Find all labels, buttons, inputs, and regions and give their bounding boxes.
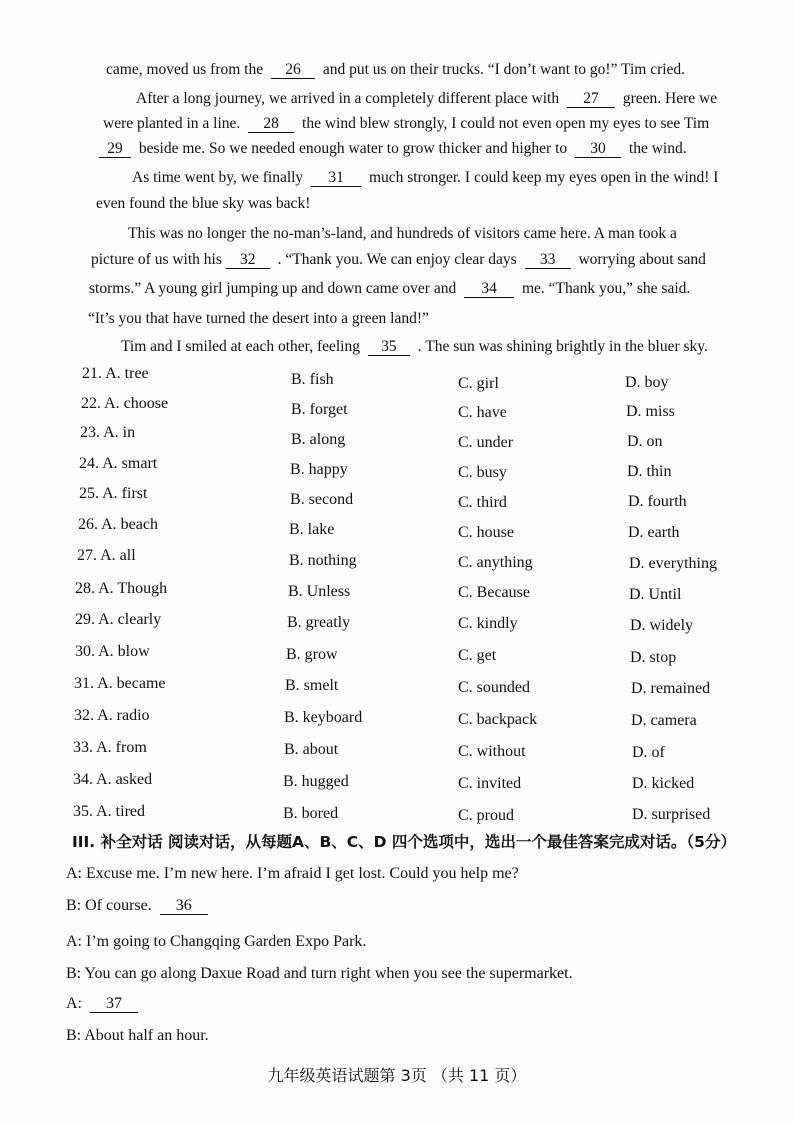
option-a: 23. A. in: [80, 424, 136, 441]
passage-text: As time went by, we finally: [132, 169, 304, 186]
blank-28: 28: [248, 116, 294, 133]
option-d: D. Until: [629, 586, 682, 603]
option-c: C. proud: [458, 807, 514, 824]
passage-text: beside me. So we needed enough water to grow thicker and higher to: [138, 140, 568, 157]
option-b: B. hugged: [283, 773, 349, 790]
passage-text: even found the blue sky was back!: [96, 195, 311, 212]
passage-text: . The sun was shining brightly in the bluer sky.: [417, 338, 708, 355]
blank-34: 34: [464, 281, 514, 298]
option-a: 32. A. radio: [74, 707, 150, 724]
option-b: B. lake: [289, 521, 335, 538]
option-b: B. about: [284, 741, 339, 758]
option-a: 34. A. asked: [73, 771, 153, 788]
passage-text: worrying about sand: [578, 251, 706, 268]
passage-line-2: [136, 89, 717, 109]
option-d: D. kicked: [632, 775, 695, 792]
dialogue-text: B: Of course.: [66, 897, 152, 914]
option-b: B. Unless: [288, 583, 351, 600]
option-d: D. boy: [625, 374, 669, 391]
passage-line-4: [99, 139, 687, 159]
option-a: 22. A. choose: [81, 395, 169, 412]
passage-text: picture of us with his: [91, 251, 222, 268]
option-c: C. busy: [458, 464, 507, 481]
option-b: B. forget: [291, 401, 348, 418]
option-b: B. greatly: [287, 614, 351, 631]
dialogue-text: B: You can go along Daxue Road and turn right when you see the supermarket.: [66, 965, 573, 982]
option-b: B. keyboard: [284, 709, 363, 726]
option-b: B. nothing: [289, 552, 357, 569]
dialogue-line-1: [66, 864, 519, 884]
option-a: 31. A. became: [74, 675, 166, 692]
option-d: D. earth: [628, 524, 680, 541]
passage-text: came, moved us from the: [106, 61, 264, 78]
passage-line-11: [121, 337, 708, 357]
dialogue-line-5: [66, 994, 142, 1014]
passage-text: much stronger. I could keep my eyes open in the wind! I: [368, 169, 719, 186]
passage-text: were planted in a line.: [103, 115, 241, 132]
option-d: D. on: [627, 433, 663, 450]
dialogue-text: A: I’m going to Changqing Garden Expo Park.: [66, 933, 367, 950]
passage-text: storms.” A young girl jumping up and down came over and: [89, 280, 457, 297]
passage-line-3: [103, 114, 709, 134]
passage-text: the wind blew strongly, I could not even open my eyes to see Tim: [302, 115, 710, 132]
option-c: C. backpack: [458, 711, 538, 728]
passage-line-5: [132, 168, 718, 188]
dialogue-text: A: Excuse me. I’m new here. I’m afraid I get lost. Could you help me?: [66, 865, 519, 882]
option-a: 27. A. all: [77, 547, 136, 564]
option-b: B. along: [291, 431, 346, 448]
option-b: B. bored: [283, 805, 339, 822]
option-b: B. second: [290, 491, 354, 508]
option-b: B. grow: [286, 646, 338, 663]
option-d: D. remained: [631, 680, 711, 697]
option-a: 29. A. clearly: [75, 611, 162, 628]
passage-text: “It’s you that have turned the desert into a green land!”: [88, 310, 429, 327]
blank-36: 36: [160, 898, 208, 915]
passage-text: me. “Thank you,” she said.: [521, 280, 691, 297]
blank-31: 31: [311, 170, 361, 187]
option-a: 28. A. Though: [75, 580, 168, 597]
option-d: D. camera: [631, 712, 697, 729]
option-d: D. fourth: [628, 493, 687, 510]
blank-27: 27: [567, 91, 615, 108]
dialogue-line-6: [66, 1026, 209, 1046]
blank-29: 29: [99, 141, 131, 158]
passage-text: After a long journey, we arrived in a completely different place with: [136, 90, 560, 107]
dialogue-line-2: [66, 896, 212, 916]
option-c: C. have: [458, 404, 507, 421]
option-b: B. happy: [290, 461, 348, 478]
option-d: D. widely: [630, 617, 694, 634]
option-c: C. invited: [458, 775, 522, 792]
blank-33: 33: [525, 252, 571, 269]
option-c: C. under: [458, 434, 514, 451]
dialogue-line-3: [66, 932, 366, 952]
option-d: D. surprised: [632, 806, 711, 823]
dialogue-text: A:: [66, 995, 82, 1012]
passage-line-10: [88, 309, 429, 329]
option-c: C. girl: [458, 375, 499, 392]
blank-35: 35: [368, 339, 410, 356]
option-c: C. anything: [458, 554, 533, 571]
option-d: D. thin: [627, 463, 672, 480]
option-b: B. smelt: [285, 677, 339, 694]
option-a: 21. A. tree: [82, 365, 149, 382]
section-3-heading: III. 补全对话 阅读对话，从每题A、B、C、D 四个选项中，选出一个最佳答案完成对话。（5分）: [72, 833, 736, 851]
option-d: D. of: [632, 744, 665, 761]
option-d: D. everything: [629, 555, 717, 572]
passage-text: green. Here we: [622, 90, 718, 107]
passage-line-1: [106, 60, 685, 80]
passage-text: the wind.: [628, 140, 687, 157]
option-d: D. stop: [630, 649, 677, 666]
option-c: C. third: [458, 494, 507, 511]
passage-text: This was no longer the no-man’s-land, and hundreds of visitors came here. A man took a: [128, 225, 677, 242]
option-b: B. fish: [291, 371, 334, 388]
option-a: 26. A. beach: [78, 516, 158, 533]
passage-line-9: [89, 279, 690, 299]
option-c: C. kindly: [458, 615, 518, 632]
passage-text: Tim and I smiled at each other, feeling: [121, 338, 360, 355]
option-d: D. miss: [626, 403, 675, 420]
passage-line-8: [91, 250, 706, 270]
option-a: 33. A. from: [73, 739, 147, 756]
option-c: C. sounded: [458, 679, 530, 696]
passage-line-6: [96, 194, 310, 214]
option-c: C. Because: [458, 584, 530, 601]
option-c: C. house: [458, 524, 514, 541]
blank-26: 26: [271, 62, 315, 79]
passage-text: . “Thank you. We can enjoy clear days: [277, 251, 517, 268]
option-a: 35. A. tired: [73, 803, 145, 820]
passage-text: and put us on their trucks. “I don’t want to go!” Tim cried.: [322, 61, 686, 78]
option-c: C. get: [458, 647, 497, 664]
option-c: C. without: [458, 743, 526, 760]
option-a: 25. A. first: [79, 485, 148, 502]
page-footer: 九年级英语试题第 3页 （共 11 页）: [267, 1066, 527, 1085]
option-a: 24. A. smart: [79, 455, 158, 472]
blank-30: 30: [575, 141, 621, 158]
blank-32: 32: [226, 252, 270, 269]
dialogue-text: B: About half an hour.: [66, 1027, 209, 1044]
passage-line-7: [128, 224, 677, 244]
dialogue-line-4: [66, 964, 573, 984]
blank-37: 37: [90, 996, 138, 1013]
option-a: 30. A. blow: [75, 643, 150, 660]
